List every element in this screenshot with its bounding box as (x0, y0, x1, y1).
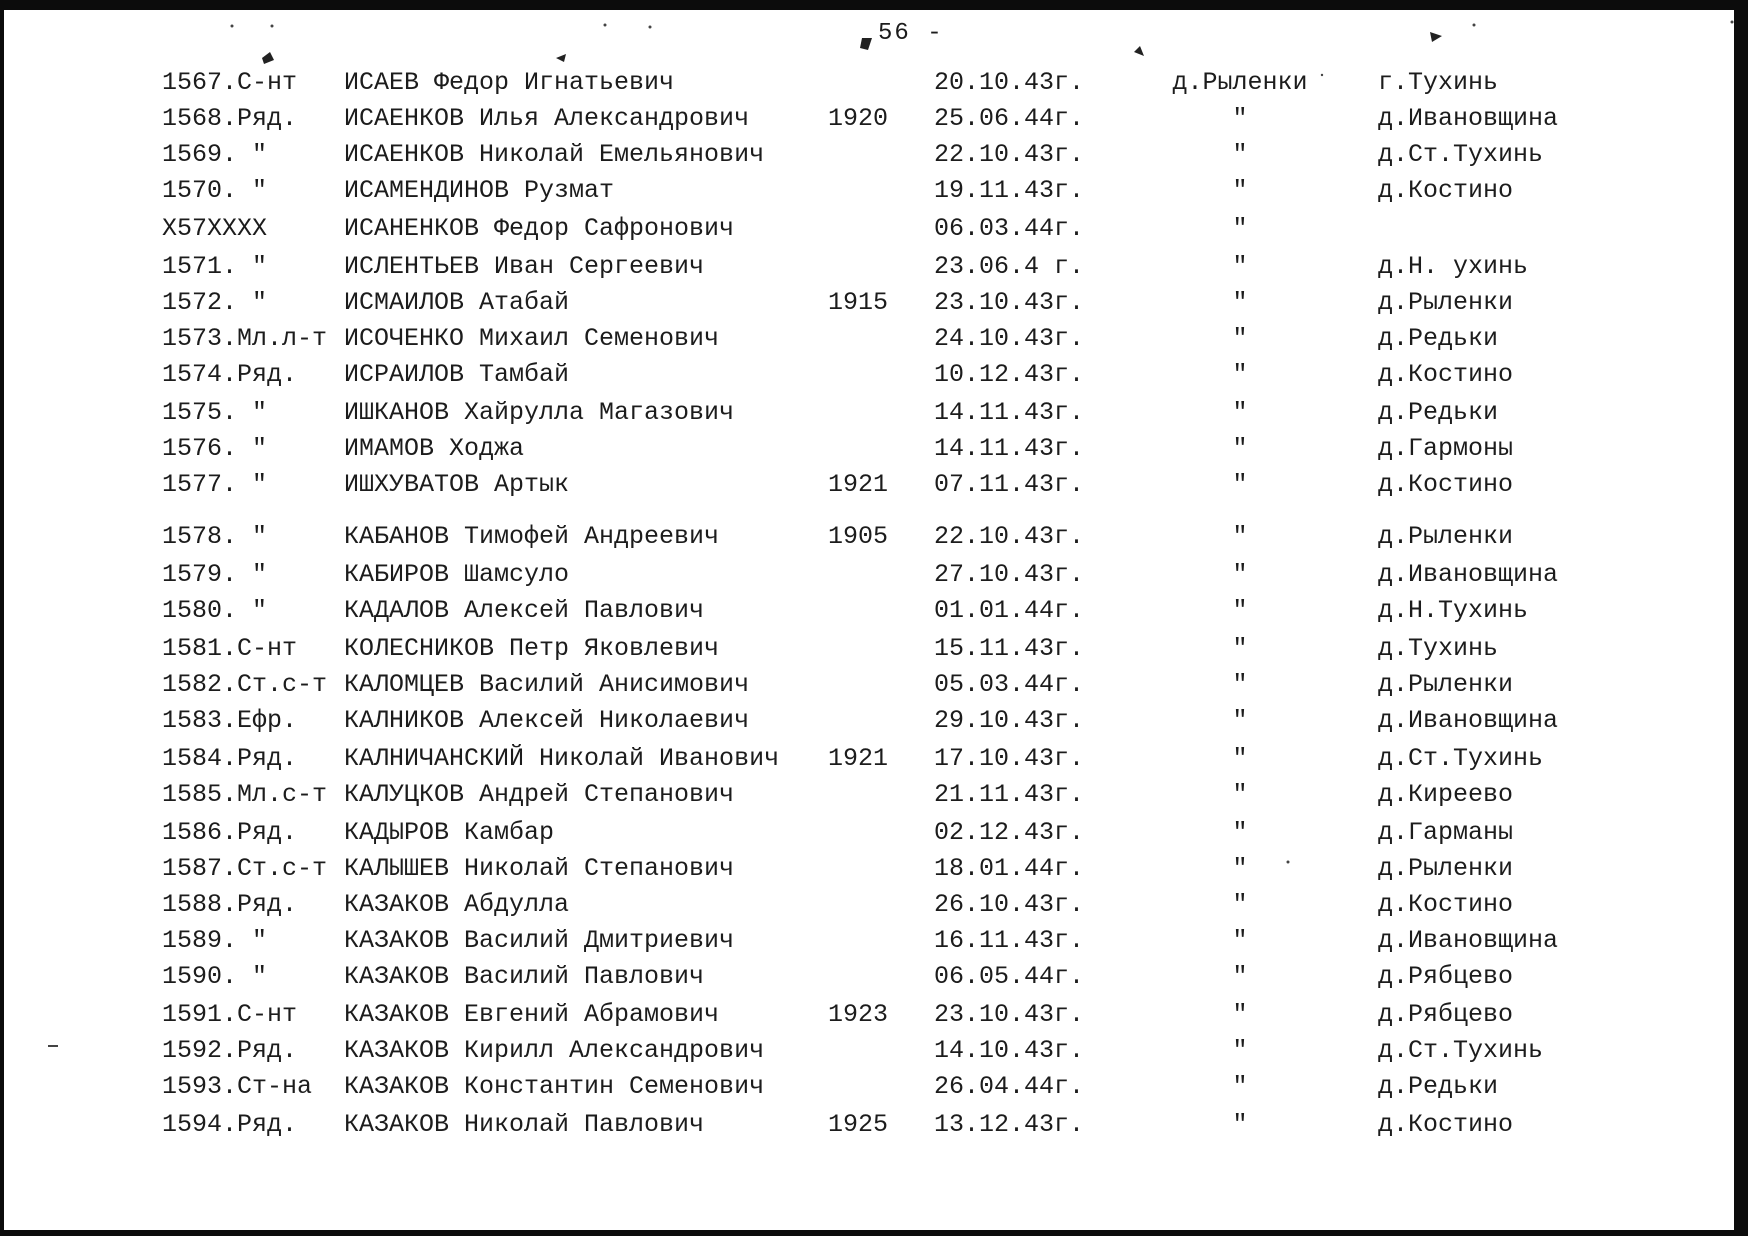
record-number-rank: 1594.Ряд. (162, 1110, 298, 1139)
record-number-rank: 1569. " (162, 140, 268, 169)
person-name: ИМАМОВ Ходжа (344, 434, 525, 463)
record-number-rank: 1590. " (162, 962, 268, 991)
death-place: д.Ст.Тухинь (1378, 744, 1544, 773)
person-name: ИСРАИЛОВ Тамбай (344, 360, 570, 389)
burial-site: " (1232, 926, 1248, 955)
burial-site: " (1232, 706, 1248, 735)
death-place: д.Редьки (1378, 398, 1499, 427)
death-date: 02.12.43г. (934, 818, 1085, 847)
burial-site: " (1232, 252, 1248, 281)
death-date: 29.10.43г. (934, 706, 1085, 735)
burial-site: " (1232, 214, 1248, 243)
table-row (0, 174, 1748, 208)
table-row (0, 66, 1748, 100)
record-number-rank: 1583.Ефр. (162, 706, 298, 735)
record-number-rank: 1592.Ряд. (162, 1036, 298, 1065)
death-place: д.Киреево (1378, 780, 1514, 809)
burial-site: " (1232, 470, 1248, 499)
table-row (0, 594, 1748, 628)
burial-site: " (1232, 780, 1248, 809)
death-date: 13.12.43г. (934, 1110, 1085, 1139)
burial-site: " (1232, 360, 1248, 389)
table-row-struck (0, 212, 1748, 246)
burial-site: " (1232, 1072, 1248, 1101)
record-number-rank: 1580. " (162, 596, 268, 625)
birth-year: 1921 (828, 470, 889, 499)
birth-year: 1925 (828, 1110, 889, 1139)
record-number-rank: 1568.Ряд. (162, 104, 298, 133)
death-place: д.Гармоны (1378, 434, 1514, 463)
person-name: КАЗАКОВ Василий Дмитриевич (344, 926, 735, 955)
record-number-rank: 1574.Ряд. (162, 360, 298, 389)
death-date: 17.10.43г. (934, 744, 1085, 773)
death-place: д.Тухинь (1378, 634, 1499, 663)
burial-site: " (1232, 324, 1248, 353)
person-name: ИШХУВАТОВ Артык (344, 470, 570, 499)
burial-site: " (1232, 434, 1248, 463)
death-date: 20.10.43г. (934, 68, 1085, 97)
table-row (0, 998, 1748, 1032)
person-name: КАЗАКОВ Абдулла (344, 890, 570, 919)
person-name: ИСАНЕНКОВ Федор Сафронович (344, 214, 735, 243)
death-place: д.Костино (1378, 360, 1514, 389)
burial-site: д.Рыленки (1172, 68, 1308, 97)
record-number-rank: 1570. " (162, 176, 268, 205)
table-row (0, 396, 1748, 430)
record-number-rank: 1588.Ряд. (162, 890, 298, 919)
burial-site: " (1232, 1110, 1248, 1139)
person-name: КАДАЛОВ Алексей Павлович (344, 596, 705, 625)
table-row (0, 778, 1748, 812)
person-name: КАЛУЦКОВ Андрей Степанович (344, 780, 735, 809)
table-row (0, 960, 1748, 994)
record-number-rank: 1582.Ст.с-т (162, 670, 328, 699)
burial-site: " (1232, 176, 1248, 205)
person-name: КАДЫРОВ Камбар (344, 818, 555, 847)
death-date: 14.11.43г. (934, 434, 1085, 463)
death-date: 22.10.43г. (934, 140, 1085, 169)
death-date: 23.10.43г. (934, 288, 1085, 317)
table-row (0, 102, 1748, 136)
death-place: д.Редьки (1378, 324, 1499, 353)
death-place: д.Костино (1378, 176, 1514, 205)
death-place: д.Ст.Тухинь (1378, 1036, 1544, 1065)
person-name: ИСАЕНКОВ Илья Александрович (344, 104, 750, 133)
record-number-rank: 1578. " (162, 522, 268, 551)
person-name: ИСЛЕНТЬЕВ Иван Сергеевич (344, 252, 705, 281)
death-place: д.Ивановщина (1378, 706, 1559, 735)
person-name: ИСМАИЛОВ Атабай (344, 288, 570, 317)
death-place: д.Рыленки (1378, 288, 1514, 317)
table-row (0, 1070, 1748, 1104)
record-number-rank: 1589. " (162, 926, 268, 955)
table-row (0, 1108, 1748, 1142)
death-place: д.Ст.Тухинь (1378, 140, 1544, 169)
record-number-rank: X57XXXX (162, 214, 268, 243)
record-number-rank: 1572. " (162, 288, 268, 317)
death-place: д.Ивановщина (1378, 104, 1559, 133)
death-place: д.Ивановщина (1378, 560, 1559, 589)
table-row (0, 520, 1748, 554)
burial-site: " (1232, 1036, 1248, 1065)
death-place: д.Рыленки (1378, 670, 1514, 699)
burial-site: " (1232, 1000, 1248, 1029)
burial-site: " (1232, 140, 1248, 169)
burial-site: " (1232, 522, 1248, 551)
death-place: д.Костино (1378, 1110, 1514, 1139)
record-number-rank: 1567.С-нт (162, 68, 298, 97)
death-date: 01.01.44г. (934, 596, 1085, 625)
death-date: 26.04.44г. (934, 1072, 1085, 1101)
burial-site: " (1232, 634, 1248, 663)
death-place: д.Рябцево (1378, 962, 1514, 991)
death-place: д.Н. ухинь (1378, 252, 1529, 281)
death-date: 25.06.44г. (934, 104, 1085, 133)
death-place: д.Н.Тухинь (1378, 596, 1529, 625)
person-name: КАЗАКОВ Евгений Абрамович (344, 1000, 720, 1029)
table-row (0, 632, 1748, 666)
person-name: КАЗАКОВ Василий Павлович (344, 962, 705, 991)
person-name: КАЛОМЦЕВ Василий Анисимович (344, 670, 750, 699)
record-number-rank: 1585.Мл.с-т (162, 780, 328, 809)
record-number-rank: 1584.Ряд. (162, 744, 298, 773)
person-name: КАЗАКОВ Николай Павлович (344, 1110, 705, 1139)
death-place: д.Ивановщина (1378, 926, 1559, 955)
person-name: КОЛЕСНИКОВ Петр Яковлевич (344, 634, 720, 663)
death-place: д.Гарманы (1378, 818, 1514, 847)
record-number-rank: 1591.С-нт (162, 1000, 298, 1029)
table-row (0, 852, 1748, 886)
death-date: 16.11.43г. (934, 926, 1085, 955)
person-name: КАЗАКОВ Кирилл Александрович (344, 1036, 765, 1065)
burial-site: " (1232, 962, 1248, 991)
person-name: ИСАМЕНДИНОВ Рузмат (344, 176, 615, 205)
birth-year: 1905 (828, 522, 889, 551)
person-name: КАЛЫШЕВ Николай Степанович (344, 854, 735, 883)
table-row (0, 286, 1748, 320)
death-date: 23.06.4 г. (934, 252, 1085, 281)
death-date: 07.11.43г. (934, 470, 1085, 499)
burial-site: " (1232, 890, 1248, 919)
record-number-rank: 1593.Ст-на (162, 1072, 313, 1101)
table-row (0, 816, 1748, 850)
person-name: ИСАЕВ Федор Игнатьевич (344, 68, 675, 97)
burial-site: " (1232, 744, 1248, 773)
death-date: 19.11.43г. (934, 176, 1085, 205)
birth-year: 1921 (828, 744, 889, 773)
table-row (0, 250, 1748, 284)
burial-site: " (1232, 288, 1248, 317)
record-number-rank: 1576. " (162, 434, 268, 463)
person-name: КАЗАКОВ Константин Семенович (344, 1072, 765, 1101)
death-place: д.Костино (1378, 470, 1514, 499)
table-row (0, 924, 1748, 958)
table-row (0, 138, 1748, 172)
page-number: 56 - (878, 20, 944, 47)
death-place: г.Тухинь (1378, 68, 1499, 97)
birth-year: 1920 (828, 104, 889, 133)
death-date: 06.05.44г. (934, 962, 1085, 991)
burial-site: " (1232, 398, 1248, 427)
death-date: 15.11.43г. (934, 634, 1085, 663)
table-row (0, 322, 1748, 356)
record-number-rank: 1571. " (162, 252, 268, 281)
table-row (0, 668, 1748, 702)
person-name: КАБАНОВ Тимофей Андреевич (344, 522, 720, 551)
death-place: д.Рыленки (1378, 522, 1514, 551)
table-row (0, 468, 1748, 502)
death-date: 14.10.43г. (934, 1036, 1085, 1065)
table-row (0, 358, 1748, 392)
record-number-rank: 1573.Мл.л-т (162, 324, 328, 353)
burial-site: " (1232, 596, 1248, 625)
death-date: 27.10.43г. (934, 560, 1085, 589)
death-place: д.Редьки (1378, 1072, 1499, 1101)
person-name: КАЛНИКОВ Алексей Николаевич (344, 706, 750, 735)
death-date: 26.10.43г. (934, 890, 1085, 919)
burial-site: " (1232, 670, 1248, 699)
table-row (0, 558, 1748, 592)
death-place: д.Костино (1378, 890, 1514, 919)
record-number-rank: 1581.С-нт (162, 634, 298, 663)
death-date: 22.10.43г. (934, 522, 1085, 551)
death-place: д.Рыленки (1378, 854, 1514, 883)
person-name: ИШКАНОВ Хайрулла Магазович (344, 398, 735, 427)
table-row (0, 704, 1748, 738)
burial-site: " (1232, 854, 1248, 883)
table-row (0, 888, 1748, 922)
burial-site: " (1232, 818, 1248, 847)
person-name: КАЛНИЧАНСКИЙ Николай Иванович (344, 744, 780, 773)
record-number-rank: 1575. " (162, 398, 268, 427)
record-number-rank: 1587.Ст.с-т (162, 854, 328, 883)
death-date: 21.11.43г. (934, 780, 1085, 809)
birth-year: 1915 (828, 288, 889, 317)
table-row (0, 1034, 1748, 1068)
death-date: 18.01.44г. (934, 854, 1085, 883)
death-date: 24.10.43г. (934, 324, 1085, 353)
death-date: 06.03.44г. (934, 214, 1085, 243)
record-number-rank: 1577. " (162, 470, 268, 499)
burial-site: " (1232, 560, 1248, 589)
record-number-rank: 1586.Ряд. (162, 818, 298, 847)
burial-site: " (1232, 104, 1248, 133)
death-date: 05.03.44г. (934, 670, 1085, 699)
record-number-rank: 1579. " (162, 560, 268, 589)
table-row (0, 432, 1748, 466)
death-date: 23.10.43г. (934, 1000, 1085, 1029)
person-name: КАБИРОВ Шамсуло (344, 560, 570, 589)
table-row (0, 742, 1748, 776)
person-name: ИСОЧЕНКО Михаил Семенович (344, 324, 720, 353)
death-date: 10.12.43г. (934, 360, 1085, 389)
birth-year: 1923 (828, 1000, 889, 1029)
person-name: ИСАЕНКОВ Николай Емельянович (344, 140, 765, 169)
death-date: 14.11.43г. (934, 398, 1085, 427)
death-place: д.Рябцево (1378, 1000, 1514, 1029)
